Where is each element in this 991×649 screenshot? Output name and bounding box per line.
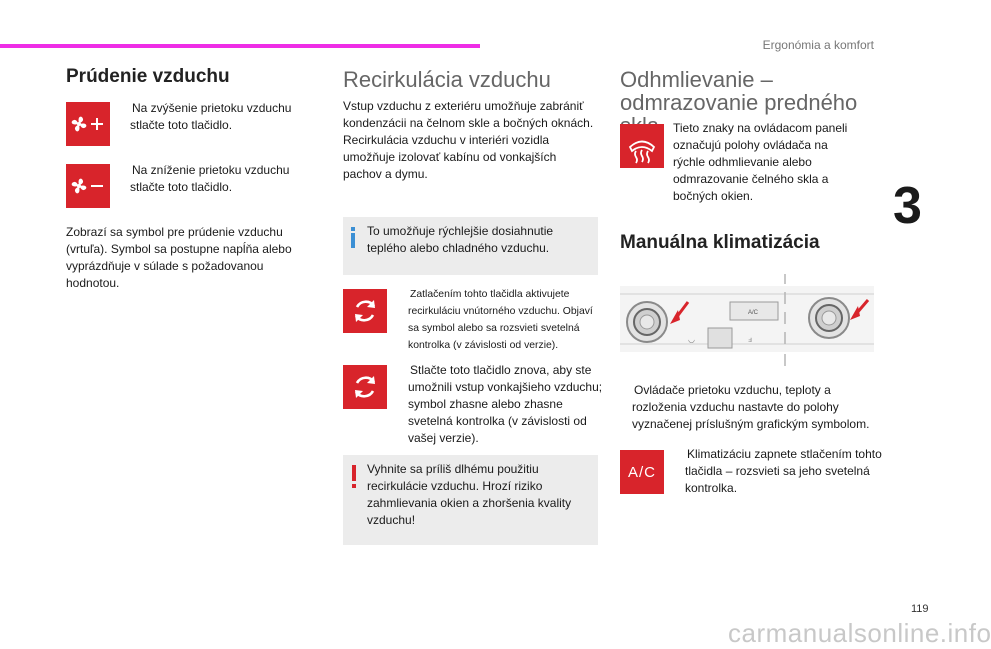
klimatizacia-item-ac [673,446,885,497]
warning-box [343,455,598,545]
climate-panel-illustration [620,272,874,370]
klimatizacia-item2-text: Klimatizáciu zapnete stlačením tohto tlačidla – rozsvieti sa jeho svetelná kontrolka. [685,447,882,495]
prudenie-item-decrease [118,162,310,196]
ac-button [620,450,664,494]
klimatizacia-item-controls [620,382,872,433]
info-icon [350,227,355,249]
recirkulacia-item-activate [396,286,600,354]
odhmlievanie-paragraph: Tieto znaky na ovládacom paneli označujú polohy ovládača na rýchle odhmlievanie alebo odmrazovanie čelného skla a bočných okien. [673,121,848,203]
recirculation-off-button [343,365,387,409]
prudenie-item2-text: Na zníženie prietoku vzduchu stlačte toto tlačidlo. [130,163,290,194]
climate-panel-diagram [620,272,874,370]
watermark: carmanualsonline.info [728,618,991,648]
defrost-symbol [620,124,664,168]
header-accent-bar [0,44,480,48]
recirculation-on-button [343,289,387,333]
svg-text:ⅎ: ⅎ [748,335,752,344]
fan-decrease-button [66,164,110,208]
page-number: 119 [911,603,929,615]
recirkulacia-paragraph: Vstup vzduchu z exteriéru umožňuje zabrániť kondenzácii na čelnom skle a bočných oknách. Recirkulácia vzduchu v interiéri vozidla umožňuje izolovať kabínu od vonkajších pachov a dymu. [343,99,594,181]
recirkulacia-item-deactivate [396,362,606,447]
odhmlievanie-title-line2: odmrazovanie predného [620,90,858,115]
ac-label: A/C [627,463,656,481]
info-text: To umožňuje rýchlejšie dosiahnutie teplého alebo chladného vzduchu. [367,224,554,255]
warning-text: Vyhnite sa príliš dlhému použitiu recirkulácie vzduchu. Hrozí riziko zahmlievania okien a zhoršenia kvality vzduchu! [367,462,572,527]
recirkulacia-item1-text: Zatlačením tohto tlačidla aktivujete recirkuláciu vnútorného vzduchu. Objaví sa symbol alebo sa rozsvieti svetelná kontrolka (v závislosti od verzie). [408,289,593,351]
windshield-defrost-icon [620,124,664,168]
recirculation-icon [343,365,387,409]
fan-increase-button [66,102,110,146]
warning-icon [351,465,356,489]
fan-minus-icon [66,164,110,208]
prudenie-item-increase [118,100,310,134]
info-box [343,217,598,275]
svg-text:◡: ◡ [688,335,695,344]
klimatizacia-item1-text: Ovládače prietoku vzduchu, teploty a rozloženia vzduchu nastavte do polohy vyznačenej príslušným grafickým symbolom. [632,383,870,431]
panel-ac-label: A/C [748,310,759,316]
prudenie-title: Prúdenie vzduchu [66,66,230,87]
recirculation-icon [343,289,387,333]
chapter-number: 3 [893,177,922,235]
recirkulacia-item2-text: Stlačte toto tlačidlo znova, aby ste umožnili vstup vonkajšieho vzduchu; symbol zhasne alebo zhasne svetelná kontrolka (v závislosti od vašej verzie). [408,363,603,445]
prudenie-item1-text: Na zvýšenie prietoku vzduchu stlačte toto tlačidlo. [130,101,292,132]
chapter-title: Ergonómia a komfort [762,38,874,52]
fan-plus-icon [66,102,110,146]
klimatizacia-title: Manuálna klimatizácia [620,232,820,253]
odhmlievanie-title-line1: Odhmlievanie – [620,67,773,92]
recirkulacia-title: Recirkulácia vzduchu [343,67,551,92]
prudenie-paragraph: Zobrazí sa symbol pre prúdenie vzduchu (vrtuľa). Symbol sa postupne napĺňa alebo vyprázdňuje v súlade s požadovanou hodnotou. [66,225,292,290]
